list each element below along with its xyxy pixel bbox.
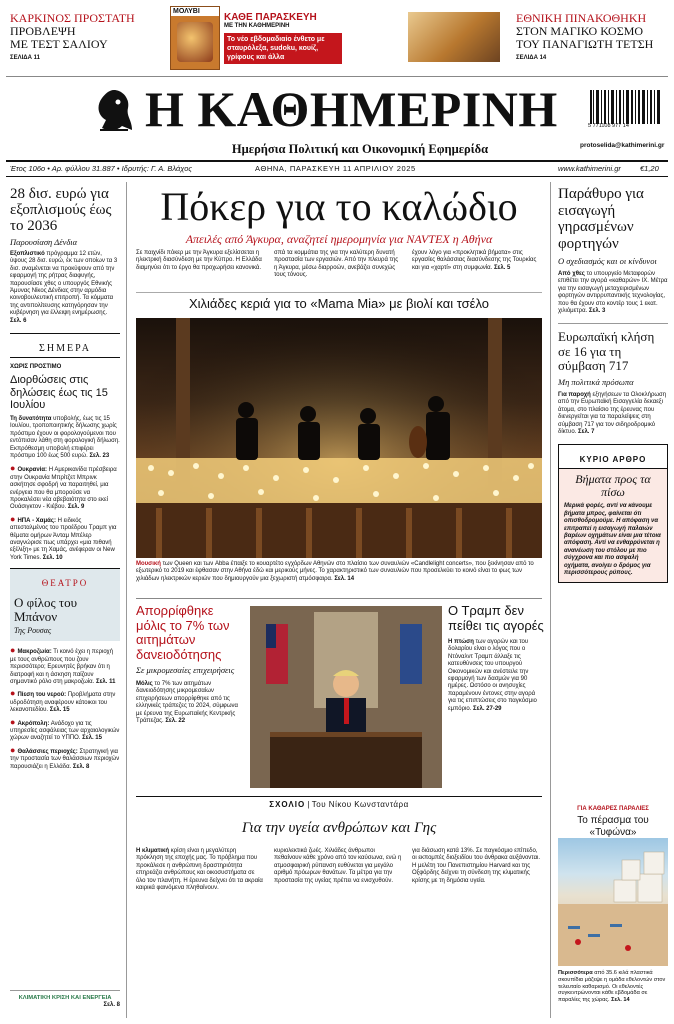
masthead-price: €1,20: [640, 164, 659, 173]
theatre-byline: Της Ρουσας: [14, 626, 52, 636]
masthead-year: Έτος 106ο: [10, 164, 46, 173]
main-col-2-text: σπά τα κομμάτια της για την καλύτερη δυνατή προστασία των εργασιών. Από την πλευρά της η Άγκυρα, μέσω διαρροών, ανεβάζει συνεχώς τους τόνους.: [274, 250, 399, 279]
story-defense-lead: Εξοπλιστικό: [10, 251, 45, 257]
bullet-icon: ●: [10, 688, 16, 699]
bullet-head: Ουκρανία:: [17, 467, 48, 474]
teaser-right-page: ΣΕΛΙΔΑ 14: [516, 55, 547, 61]
bullet-icon: ●: [10, 463, 16, 474]
story-loans-kicker: Σε μικρομεσαίες επιχειρήσεις: [136, 665, 235, 675]
story-trucks-lead: Από χθες: [558, 271, 585, 277]
editorial-author: Του Νίκου Κωνσταντάρα: [311, 800, 409, 809]
theatre-label: ΘΕΑΤΡΟ: [41, 578, 89, 589]
story-tax-lead: Τη δυνατότητα: [10, 415, 52, 422]
story-tax-kicker: ΧΩΡΙΣ ΠΡΟΣΤΙΜΟ: [10, 364, 62, 371]
teaser-right-title-3: ΤΟΥ ΠΑΝΑΓΙΩΤΗ ΤΕΤΣΗ: [516, 37, 654, 51]
bullet-icon: ●: [10, 645, 16, 656]
lead-article-box[interactable]: [558, 444, 668, 583]
bullet-ref: Σελ. 11: [95, 678, 116, 685]
bullet-item[interactable]: [10, 690, 120, 714]
promo-blurb: Το νέο εβδομαδιαίο ένθετο με σταυρόλεξα, sudoku, κουίζ, γρίφους και άλλα: [224, 33, 342, 64]
editorial-rule: [136, 796, 542, 797]
promo-cover[interactable]: [170, 6, 220, 70]
masthead-title: Η ΚΑΘΗΜΕΡΙΝΗ: [145, 81, 558, 137]
story-tax-headline: Διορθώσεις στις δηλώσεις έως τις 15 Ιουλίου: [10, 374, 108, 412]
barcode-number: 5 771108 977 14: [588, 123, 629, 129]
divider-left: [126, 182, 127, 1018]
main-deck: Απειλές από Άγκυρα, αναζητεί ημερομηνία για NAVTEX η Αθήνα: [185, 232, 493, 246]
beach-text: από 35.6 κιλά πλαστικά σκουπίδια μάζεψε η ομάδα εθελοντών στον τελευταίο καθαρισμό. Οι εθελοντές συγκεντρώνονται κάθε εβδομάδα σε παραλίες της χώρας.: [558, 970, 666, 1004]
lead-article-header: [559, 445, 667, 469]
story-trump-markets[interactable]: [448, 604, 544, 713]
theatre-label-box: [10, 568, 120, 592]
bullet-icon: ●: [10, 513, 16, 524]
editorial-lead: Η κλιματική: [136, 848, 170, 854]
photo-caption-ref: Σελ. 14: [334, 575, 355, 582]
left-column: [10, 186, 120, 771]
bullet-item[interactable]: [10, 744, 120, 771]
lead-article-title: Βήματα προς τα πίσω: [575, 472, 651, 500]
promo-text[interactable]: [224, 12, 342, 64]
story-defense-headline: 28 δισ. ευρώ για εξοπλισμούς έως το 2036: [10, 186, 112, 234]
photo-caption: [136, 561, 542, 583]
story-717-lead: Για παροχή: [558, 391, 591, 398]
masthead-issue: Αρ. φύλλου 31.887: [51, 164, 115, 173]
story-717-kicker: Μη πολιτικά πρόσωπα: [558, 376, 634, 387]
story-717[interactable]: [558, 323, 668, 436]
today-label-box: [10, 333, 120, 358]
story-trucks[interactable]: [558, 186, 668, 315]
editorial-col-2: [274, 848, 402, 885]
bullet-item[interactable]: [10, 647, 120, 686]
mid-rule: [136, 598, 542, 599]
bullet-head: Ακρόπολη:: [17, 720, 50, 727]
main-photo-rule: [136, 292, 542, 293]
beach-story[interactable]: [558, 806, 668, 839]
teaser-right-title-2: ΣΤΟΝ ΜΑΓΙΚΟ ΚΟΣΜΟ: [516, 24, 644, 38]
climate-footer-ref: Σελ. 8: [103, 1002, 120, 1009]
story-defense[interactable]: [10, 186, 120, 325]
bullet-list-1: [10, 465, 120, 562]
bullet-item[interactable]: [10, 513, 120, 562]
top-divider: [6, 76, 668, 77]
editorial-label: ΣΧΟΛΙΟ: [269, 800, 306, 809]
masthead-rule-top: [6, 160, 668, 162]
main-col-ref: Σελ. 5: [493, 264, 511, 271]
right-column: [558, 186, 668, 583]
main-col-2: [274, 250, 402, 280]
story-trucks-ref: Σελ. 3: [588, 308, 606, 315]
bullet-item[interactable]: [10, 465, 120, 511]
bullet-icon: ●: [10, 744, 16, 755]
masthead-info-bar: Έτος 106ο • Αρ. φύλλου 31.887 • Ιδρυτής: Γ. Α. Βλάχος ΑΘΗΝΑ, ΠΑΡΑΣΚΕΥΗ 11 ΑΠΡΙΛΙΟΥ 2025 www.kathimerini.gr €1,20: [10, 164, 659, 173]
story-tax-body: υποβολής, έως τις 15 Ιουλίου, τροποποιητικής δήλωσης χωρίς πρόστιμο έχουν οι φορολογούμενοι που εντόπισαν λάθη στη φορολογική δήλωση. Εκπρόθεσμη υποβολή επιφέρει πρόστιμο 100 έως 500 ευρώ.: [10, 415, 120, 459]
beach-kicker: ΓΙΑ ΚΑΘΑΡΕΣ ΠΑΡΑΛΙΕΣ: [577, 806, 649, 812]
teaser-page: ΣΕΛΙΔΑ 11: [10, 55, 40, 61]
editorial-headline[interactable]: Για την υγεία ανθρώπων και Γης: [241, 820, 437, 836]
beach-ref: Σελ. 14: [611, 997, 630, 1004]
bullet-ref: Σελ. 15: [49, 707, 70, 714]
bullet-text: Στρατηγική για την προστασία των θαλάσσιων περιοχών παρουσιάζει η Ελλάδα.: [10, 748, 120, 770]
story-loans-ref: Σελ. 22: [165, 718, 186, 725]
bullet-head: Θαλάσσιες περιοχές:: [17, 748, 78, 755]
promo-subtitle: ΜΕ ΤΗΝ ΚΑΘΗΜΕΡΙΝΗ: [224, 23, 290, 29]
beach-photo[interactable]: [558, 838, 668, 966]
masthead-tagline: Ημερήσια Πολιτική και Οικονομική Εφημερίδα: [231, 142, 489, 156]
main-col-3-text: έχουν λόγο για «προκλητικά βήματα» στις εργασίες θαλάσσιας διασύνδεσης της Τουρκίας και για «χαρτί» στη συμφωνία.: [412, 250, 537, 271]
bullet-text: Η ειδικός απεσταλμένος του προέδρου Τραμπ για θέματα ομήρων Άνταμ Μπέλερ αναγνώρισε πως υπάρχει «μια πιθανή εξέλιξη» με τη Χαμάς, ανέφεραν οι New York Times.: [10, 517, 117, 561]
top-teaser-right[interactable]: [516, 12, 670, 62]
beach-headline: Το πέρασμα του «Τυφώνα»: [577, 815, 649, 839]
promo-illustration-icon: [177, 22, 213, 62]
story-loans-lead: Μόλις: [136, 681, 153, 687]
beach-lead: Περισσότερα: [558, 970, 593, 976]
main-photo[interactable]: [136, 318, 542, 558]
top-teaser-left[interactable]: [10, 12, 160, 62]
promo-logo: ΜΟΛΥΒΙ: [171, 7, 219, 16]
story-trump-lead: Η πτώση: [448, 639, 474, 645]
masthead-email[interactable]: protoselida@kathimerini.gr: [580, 142, 665, 149]
bullet-text: Ανάδοχο για τις υπηρεσίες ασφάλειας των αρχαιολογικών χώρων αναζητεί το ΥΠΠΟ.: [10, 720, 120, 742]
main-headline[interactable]: Πόκερ για το καλώδιο: [160, 184, 518, 229]
promo-title: ΚΑΘΕ ΠΑΡΑΣΚΕΥΗ: [224, 12, 317, 23]
bullet-item[interactable]: [10, 716, 120, 743]
bullet-ref: Σελ. 15: [82, 735, 102, 742]
editorial-col-1: [136, 848, 264, 892]
editorial-col-1-text: κρίση είναι η μεγαλύτερη πρόκληση της εποχής μας. Το πρόβλημα που προκάλεσε η ανθρώπινη δραστηριότητα επηρεάζει ανθρώπους και οικοσυστήματα σε όλο τον πλανήτη. Η έρευνα δείχνει ότι τα ακραία καιρικά φαινόμενα πληθαίνουν.: [136, 848, 263, 892]
story-loans[interactable]: [136, 604, 244, 725]
story-717-body: εξηγήσεων τα Ολοκλήρωση από την Ευρωπαϊκή Εισαγγελία δεκαεξι άτομα, στο πλαίσιο της έρευνας που διενεργείται για τα παραλείψεις στη σύμβαση 717 για τον σιδηροδρομικό δίκτυο.: [558, 391, 667, 435]
bullet-ref: Σελ. 9: [67, 504, 85, 511]
trump-photo[interactable]: [250, 606, 442, 788]
bullet-text: Η Αμερικανίδα πρέσβειρα στην Ουκρανία Μπρίτζετ Μπρινκ ασκήτησε σφοδρή να παραιτηθεί, μια ενέργεια που θα μπορούσε να προκαλέσει νέα αβεβαιότητα στο εκεί Ουάσιγκτον - Κιέβου.: [10, 467, 117, 511]
theatre-story[interactable]: [10, 592, 120, 641]
story-loans-body: το 7% των αιτημάτων δανειοδότησης μικρομεσαίων επιχειρήσεων απορρίφθηκε από τις ελληνικές τράπεζες το 2024, σύμφωνα με έρευνα της Ευρωπαϊκής Κεντρικής Τράπεζας.: [136, 681, 238, 725]
theatre-title: Ο φίλος του Μπάνον: [14, 595, 78, 625]
editorial-col-3-text: για διάσωση κατά 13%. Σε παγκόσμιο επίπεδο, οι εκπομπές διοξειδίου του άνθρακα αυξάνονται. Η μελέτη του Πανεπιστημίου Harvard και της Οξφόρδης δείχνει τη σύνδεση της κλιματικής κρίσης με τη δημόσια υγεία.: [412, 848, 541, 884]
bullet-head: Μακροζωία:: [17, 649, 52, 656]
divider-right: [550, 182, 551, 1018]
teaser-title-1: ΚΑΡΚΙΝΟΣ ΠΡΟΣΤΑΤΗ: [10, 11, 135, 25]
concert-scene: [136, 318, 542, 558]
teaser-title-3: ΜΕ ΤΕΣΤ ΣΑΛΙΟΥ: [10, 37, 108, 51]
editorial-label-bar: ΣΧΟΛΙΟ | Του Νίκου Κωνσταντάρα: [269, 800, 409, 809]
photo-caption-text: των Queen και των Abba έπαιξε το κουαρτέτο εγχόρδων Αθηνών στο πλαίσιο των συναυλιών «Candlelight concerts», που ξεκίνησαν από το εξωτερικό το 2019 και έφθασαν στην Αθήνα έδώ και μερικούς μήνες. Το χαρακτηριστικό των συναυλιών που προσελκύει το κοινό είναι το φως των χιλιάδων ηλεκτρικών κεριών που δημιουργούν μια ξεχωριστή ατμόσφαιρα.: [136, 561, 534, 582]
bullet-ref: Σελ. 8: [72, 763, 90, 770]
teaser-title-2: ΠΡΟΒΛΕΨΗ: [10, 24, 76, 38]
story-trucks-headline: Παράθυρο για εισαγωγή γηρασμένων φορτηγών: [558, 186, 644, 252]
masthead-rule-bottom: [6, 176, 668, 177]
editorial-col-2-text: κυριολεκτικά ζωές. Χιλιάδες άνθρωποι πεθαίνουν κάθε χρόνο από τον καύσωνα, ενώ η ατμοσφαιρική ρύπανση ευθύνεται για μεγάλο αριθμό πρόωρων θανάτων. Τα μέτρα για την προστασία της υγείας πρέπει να ενισχυθούν.: [274, 848, 402, 884]
today-label: ΣΗΜΕΡΑ: [39, 343, 91, 355]
story-trucks-body: το υπουργείο Μεταφορών επιθέτει την αγορά «καθαρών» ΙΧ. Μέτρα για την εισαγωγή μεταχειρισμένων φορτηγών αντιρρυπαντικής τεχνολογίας, που θα έχουν στο κοντέρ τους 1 εκατ. χιλιόμετρα.: [558, 271, 668, 315]
story-tax[interactable]: [10, 364, 120, 460]
story-tax-ref: Σελ. 23: [89, 453, 110, 459]
photo-caption-lead: Μουσική: [136, 561, 161, 567]
bullet-ref: Σελ. 10: [42, 554, 63, 561]
story-trump-body: των αγορών και του δολαρίου είναι ο λόγος που ο Ντόναλντ Τραμπ άλλαξε τις κατευθύνσεις του υπουργού Οικονομικών και ανέστειλε την εφαρμογή των δασμών για 90 ημέρες. Ωστόσο οι ανησυχίες παραμένουν έντονες στην αγορά για τις επιπτώσεις στο παγκόσμιο εμπόριο.: [448, 639, 537, 712]
story-loans-headline: Απορρίφθηκε μόλις το 7% των αιτημάτων δανειοδότησης: [136, 603, 230, 662]
story-trucks-kicker: Ο σχεδιασμός και οι κίνδυνοι: [558, 256, 657, 266]
lead-article-label: ΚΥΡΙΟ ΑΡΘΡΟ: [579, 455, 647, 465]
oval-office-scene: [250, 606, 442, 788]
bullet-text: Προβλήματα στην υδροδότηση αναφέρουν κάτοικοι του λεκανοπεδίου.: [10, 692, 116, 714]
climate-footer-label: ΚΛΙΜΑΤΙΚΗ ΚΡΙΣΗ ΚΑΙ ΕΝΕΡΓΕΙΑ: [18, 995, 112, 1001]
logo-emblem-icon: [92, 86, 136, 136]
main-col-1: [136, 250, 264, 272]
lead-article-body: [559, 469, 667, 582]
story-717-ref: Σελ. 7: [578, 428, 595, 435]
story-717-headline: Ευρωπαϊκή κλήση σε 16 για τη σύμβαση 717: [558, 329, 655, 374]
editorial-col-3: [412, 848, 542, 885]
bullet-head: ΗΠΑ - Χαμάς:: [17, 517, 56, 524]
bullet-head: Πίεση του νερού:: [17, 692, 67, 699]
beach-scene: [558, 838, 668, 966]
bullet-list-2: [10, 647, 120, 771]
story-defense-ref: Σελ. 6: [10, 317, 27, 324]
lead-article-text: Μερικά φορές, αντί να κάνουμε βήματα μπρος, φαίνεται ότι οπισθοδρομούμε. Η απόφαση να επιτραπεί η εισαγωγή παλαιών βαρέων οχημάτων είναι μια τέτοια απόφαση. Αντί να ενθαρρύνεται η ανανέωση του στόλου με πιο σύγχρονα και πιο ασφαλή οχήματα, ανοίγει ο δρόμος για περισσότερους ρύπους.: [564, 503, 661, 577]
teaser-painting[interactable]: [408, 12, 500, 62]
climate-footer[interactable]: [10, 990, 120, 1010]
story-defense-byline: Παρουσίαση Δένδια: [10, 237, 78, 247]
masthead-website[interactable]: www.kathimerini.gr: [558, 164, 621, 173]
photo-headline: Χιλιάδες κεριά για το «Mama Mia» με βιολί και τσέλο: [188, 296, 490, 311]
story-trump-headline: Ο Τραμπ δεν πείθει τις αγορές: [448, 603, 544, 633]
story-trump-ref: Σελ. 27-29: [473, 705, 502, 712]
main-col-3: [412, 250, 542, 272]
masthead-dateline: ΑΘΗΝΑ, ΠΑΡΑΣΚΕΥΗ 11 ΑΠΡΙΛΙΟΥ 2025: [255, 164, 416, 173]
barcode: [588, 90, 662, 130]
main-col-1-text: Σε παιχνίδι πόκερ με την Άγκυρα εξελίσσεται η ηλεκτρική διασύνδεση με την Κύπρο. Η Ελλάδα διαμηνύει ότι το έργο θα προχωρήσει κανονικά.: [136, 250, 262, 271]
teaser-right-title-1: ΕΘΝΙΚΗ ΠΙΝΑΚΟΘΗΚΗ: [516, 11, 647, 25]
bullet-text: Τι κοινό έχει η περιοχή με τους ανθρώπους που ζουν περισσότερο; Ερευνητές βρήκαν ότι η διατροφή και η άσκηση παίζουν σημαντικό ρόλο στη μακροζωία.: [10, 649, 114, 685]
masthead-founder: Ιδρυτής: Γ. Α. Βλάχος: [121, 164, 193, 173]
bullet-icon: ●: [10, 716, 16, 727]
beach-caption: [558, 970, 668, 1004]
story-defense-body: πρόγραμμα 12 ετών, ύψους 28 δισ. ευρώ, έκ των οποίων τα 3 δισ. αναμένεται να προκύψουν από την εφαρμογή της ρήτρας διαφυγής, παρουσίασε χθες ο υπουργός Εθνικής Άμυνας Νίκος Δένδιας στην αρμόδια κοινοβουλευτική επιτροπή. Τα κόμματα της αντιπολίτευσης κατηγόρησαν την κυβέρνηση για έλλειψη ενημέρωσης.: [10, 251, 118, 317]
